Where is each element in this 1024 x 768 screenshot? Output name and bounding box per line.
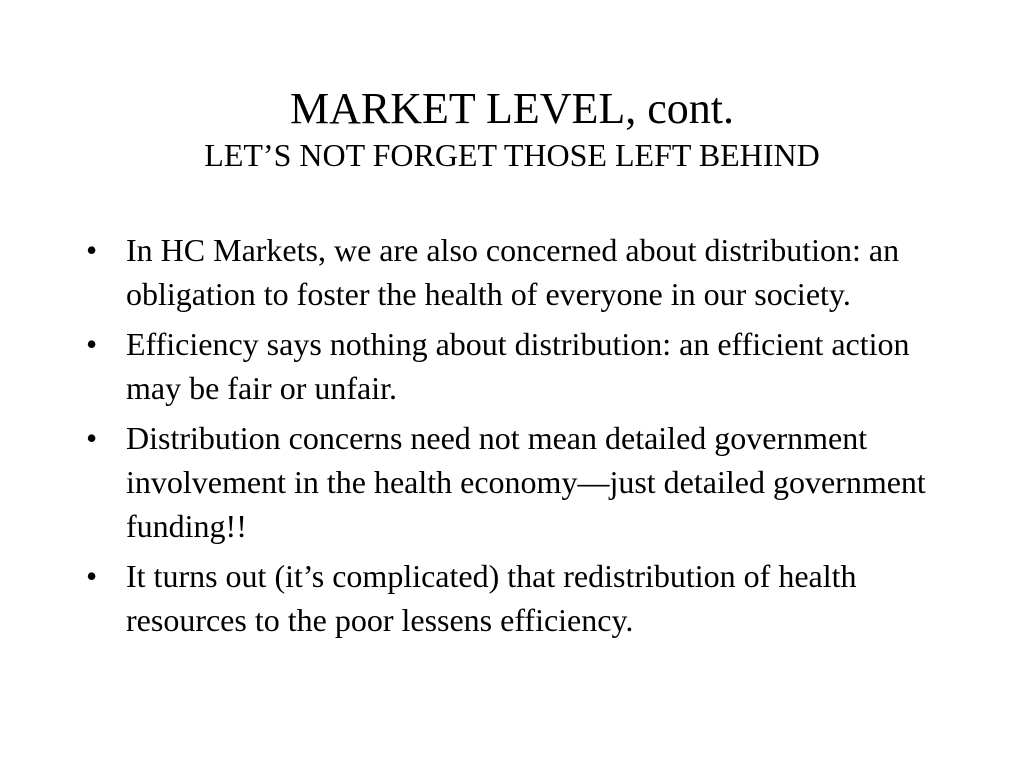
slide-title: MARKET LEVEL, cont. [289,84,735,133]
bullet-text: Efficiency says nothing about distribution: an efficient action may be fair or unfair. [126,326,910,406]
bullet-list [86,228,946,648]
bullet-item [86,416,946,548]
slide-subtitle: LET’S NOT FORGET THOSE LEFT BEHIND [204,137,820,173]
bullet-text: In HC Markets, we are also concerned about distribution: an obligation to foster the health of everyone in our society. [126,232,900,312]
bullet-text: Distribution concerns need not mean detailed government involvement in the health economy—just detailed government funding!! [126,420,926,544]
bullet-point-icon: • [86,232,98,268]
bullet-item [86,322,946,410]
bullet-text: It turns out (it’s complicated) that redistribution of health resources to the poor lessens efficiency. [126,558,857,638]
bullet-point-icon: • [86,420,98,456]
bullet-point-icon: • [86,558,98,594]
bullet-item [86,554,946,642]
bullet-point-icon: • [86,326,98,362]
title-block [0,84,1024,174]
bullet-item [86,228,946,316]
